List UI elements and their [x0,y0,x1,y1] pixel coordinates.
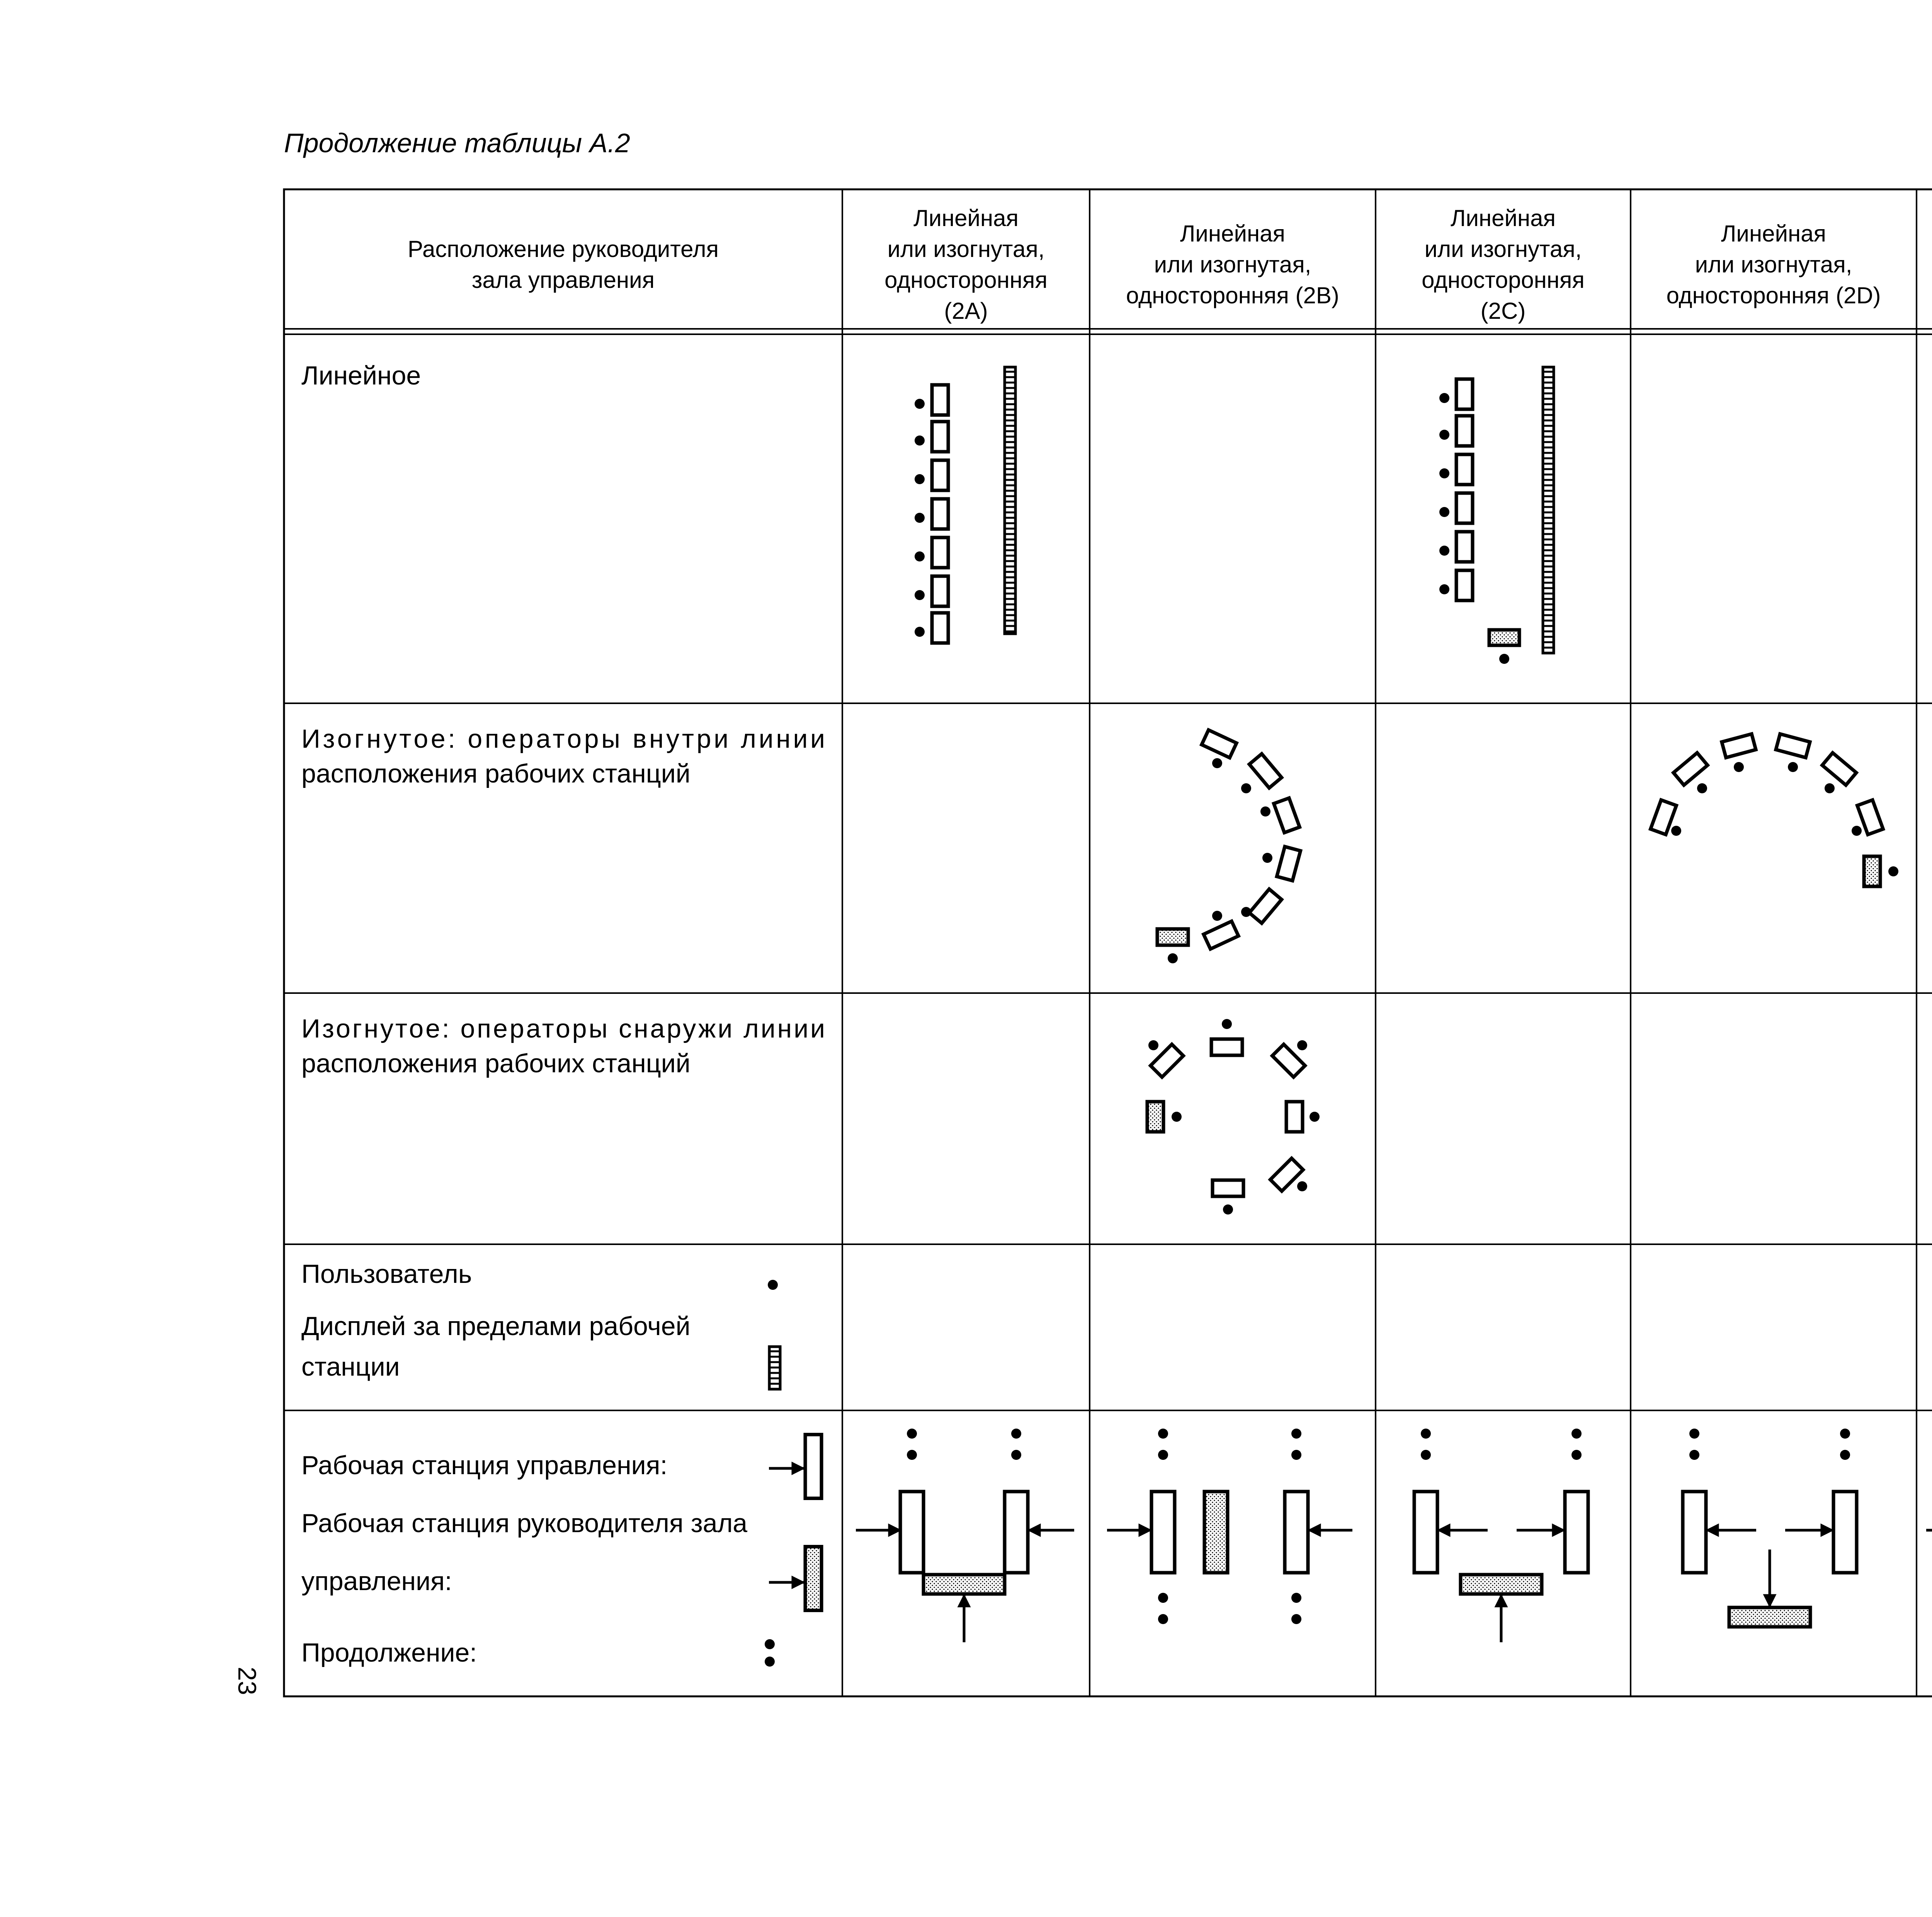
legend-workstation-symbol [805,1435,821,1499]
user-dot [1262,853,1272,863]
user-dot [1825,783,1835,793]
user-dot [1158,1614,1168,1624]
supervisor-station [1147,1102,1163,1132]
user-dot [1788,762,1798,772]
user-dot [1148,1040,1158,1050]
page-number [216,1650,278,1712]
legend-continuation-dot [765,1657,775,1667]
user-dot [915,399,925,409]
user-dot [1499,654,1509,664]
user-dot [1291,1450,1301,1460]
user-dot [1310,1112,1320,1122]
operator-station [1456,454,1473,485]
external-display [1005,367,1015,634]
user-dot [1297,1181,1307,1191]
operator-station [1722,734,1756,757]
user-dot [1212,911,1222,921]
user-dot [1734,762,1744,772]
user-dot [1888,866,1898,876]
user-dot [1697,783,1707,793]
legend-supervisor-label: управления: [301,1567,452,1596]
operator-station [1776,734,1810,757]
column-header-line: односторонняя [1422,267,1585,293]
legend-supervisor-symbol [805,1547,821,1611]
external-display [1543,367,1554,653]
user-dot [1241,907,1251,917]
operator-station [932,613,948,643]
supervisor-station [1489,630,1519,645]
legend-supervisor-label: Рабочая станция руководителя зала [301,1509,748,1538]
legend-display-label: Дисплей за пределами рабочей [301,1311,690,1341]
operator-station [1822,753,1856,785]
column-header-line: Линейная [1180,221,1285,247]
legend-continuation-dot [765,1639,775,1649]
user-dot [1852,826,1862,836]
operator-station [1456,570,1473,600]
user-dot [1158,1593,1168,1603]
column-header-line: Линейная [1721,221,1826,247]
operator-station [1204,921,1238,949]
operator-station [1565,1492,1588,1573]
column-header-line: односторонняя [884,267,1048,293]
user-dot [1212,758,1222,768]
user-dot [907,1429,917,1439]
column-header-line: Линейная [1451,205,1556,231]
user-dot [1241,783,1251,793]
operator-station [1673,753,1708,785]
user-dot [1421,1450,1431,1460]
legend-user-label: Пользователь [301,1259,472,1289]
column-header-line: (2A) [944,298,988,324]
user-dot [1291,1429,1301,1439]
header-first-line: зала управления [471,267,655,293]
legend-user-dot [768,1280,778,1290]
user-dot [1439,430,1449,440]
supervisor-station [1461,1575,1542,1594]
user-dot [915,474,925,484]
user-dot [1291,1593,1301,1603]
operator-station [1213,1180,1243,1196]
supervisor-station [1157,929,1188,945]
user-dot [1571,1450,1582,1460]
user-dot [1158,1429,1168,1439]
user-dot [1421,1429,1431,1439]
user-dot [1439,393,1449,403]
user-dot [1671,826,1681,836]
operator-station [1285,1492,1308,1573]
user-dot [1439,468,1449,478]
table-caption: Продолжение таблицы А.2 [284,128,630,158]
user-dot [915,627,925,637]
supervisor-station [923,1575,1005,1594]
legend-display-label: станции [301,1352,400,1381]
user-dot [915,513,925,523]
operator-station [932,538,948,568]
user-dot [1222,1019,1232,1029]
operator-station [932,422,948,452]
operator-station [1202,730,1236,758]
user-dot [1571,1429,1582,1439]
column-header-line: или изогнутая, [1154,252,1311,277]
user-dot [1439,507,1449,517]
operator-station [1286,1102,1303,1132]
user-dot [1840,1429,1850,1439]
user-dot [907,1450,917,1460]
row-label-curved: расположения рабочих станций [301,1049,690,1078]
operator-station [932,576,948,606]
user-dot [915,551,925,561]
user-dot [1439,546,1449,556]
supervisor-station [1729,1607,1810,1627]
user-dot [1158,1450,1168,1460]
operator-station [1005,1492,1028,1573]
operator-station [1456,493,1473,523]
column-header-line: Линейная [913,205,1019,231]
user-dot [1689,1429,1699,1439]
row-label-curved: Изогнутое: операторы снаружи линии [301,1014,825,1043]
operator-station [1456,379,1473,409]
column-header-line: или изогнутая, [1695,252,1852,277]
operator-station [1151,1492,1175,1573]
row-label-linear: Линейное [301,361,421,390]
operator-station [1277,847,1300,881]
column-header-line: или изогнутая, [1424,236,1582,262]
user-dot [1297,1040,1307,1050]
supervisor-station [1204,1492,1228,1573]
legend-continuation-label: Продолжение: [301,1638,477,1667]
user-dot [1223,1204,1233,1214]
row-label-curved: Изогнутое: операторы внутри линии [301,724,825,754]
user-dot [1011,1450,1021,1460]
user-dot [1291,1614,1301,1624]
operator-station [932,460,948,490]
user-dot [1689,1450,1699,1460]
operator-station [1211,1039,1242,1055]
user-dot [1439,584,1449,594]
operator-station [1683,1492,1706,1573]
user-dot [1840,1450,1850,1460]
operator-station [900,1492,923,1573]
supervisor-station [1864,856,1880,886]
external-display [769,1347,780,1389]
column-header-line: односторонняя (2D) [1666,282,1881,308]
column-header-line: или изогнутая, [887,236,1045,262]
operator-station [1833,1492,1857,1573]
operator-station [1274,798,1300,833]
header-first-line: Расположение руководителя [408,236,719,262]
column-header-line: односторонняя (2B) [1126,282,1339,308]
row-label-curved: расположения рабочих станций [301,759,690,788]
operator-station [932,499,948,529]
operator-station [932,385,948,415]
operator-station [1456,416,1473,446]
user-dot [1168,953,1178,963]
user-dot [1260,806,1270,816]
column-header-line: (2C) [1480,298,1526,324]
operator-station [1249,754,1282,788]
user-dot [915,435,925,446]
user-dot [1011,1429,1021,1439]
operator-station [1456,532,1473,562]
page-number-text: 23 [233,1667,262,1695]
operator-station [1249,889,1282,923]
legend-workstation-label: Рабочая станция управления: [301,1451,668,1480]
user-dot [1172,1112,1182,1122]
operator-station [1414,1492,1437,1573]
user-dot [915,590,925,600]
